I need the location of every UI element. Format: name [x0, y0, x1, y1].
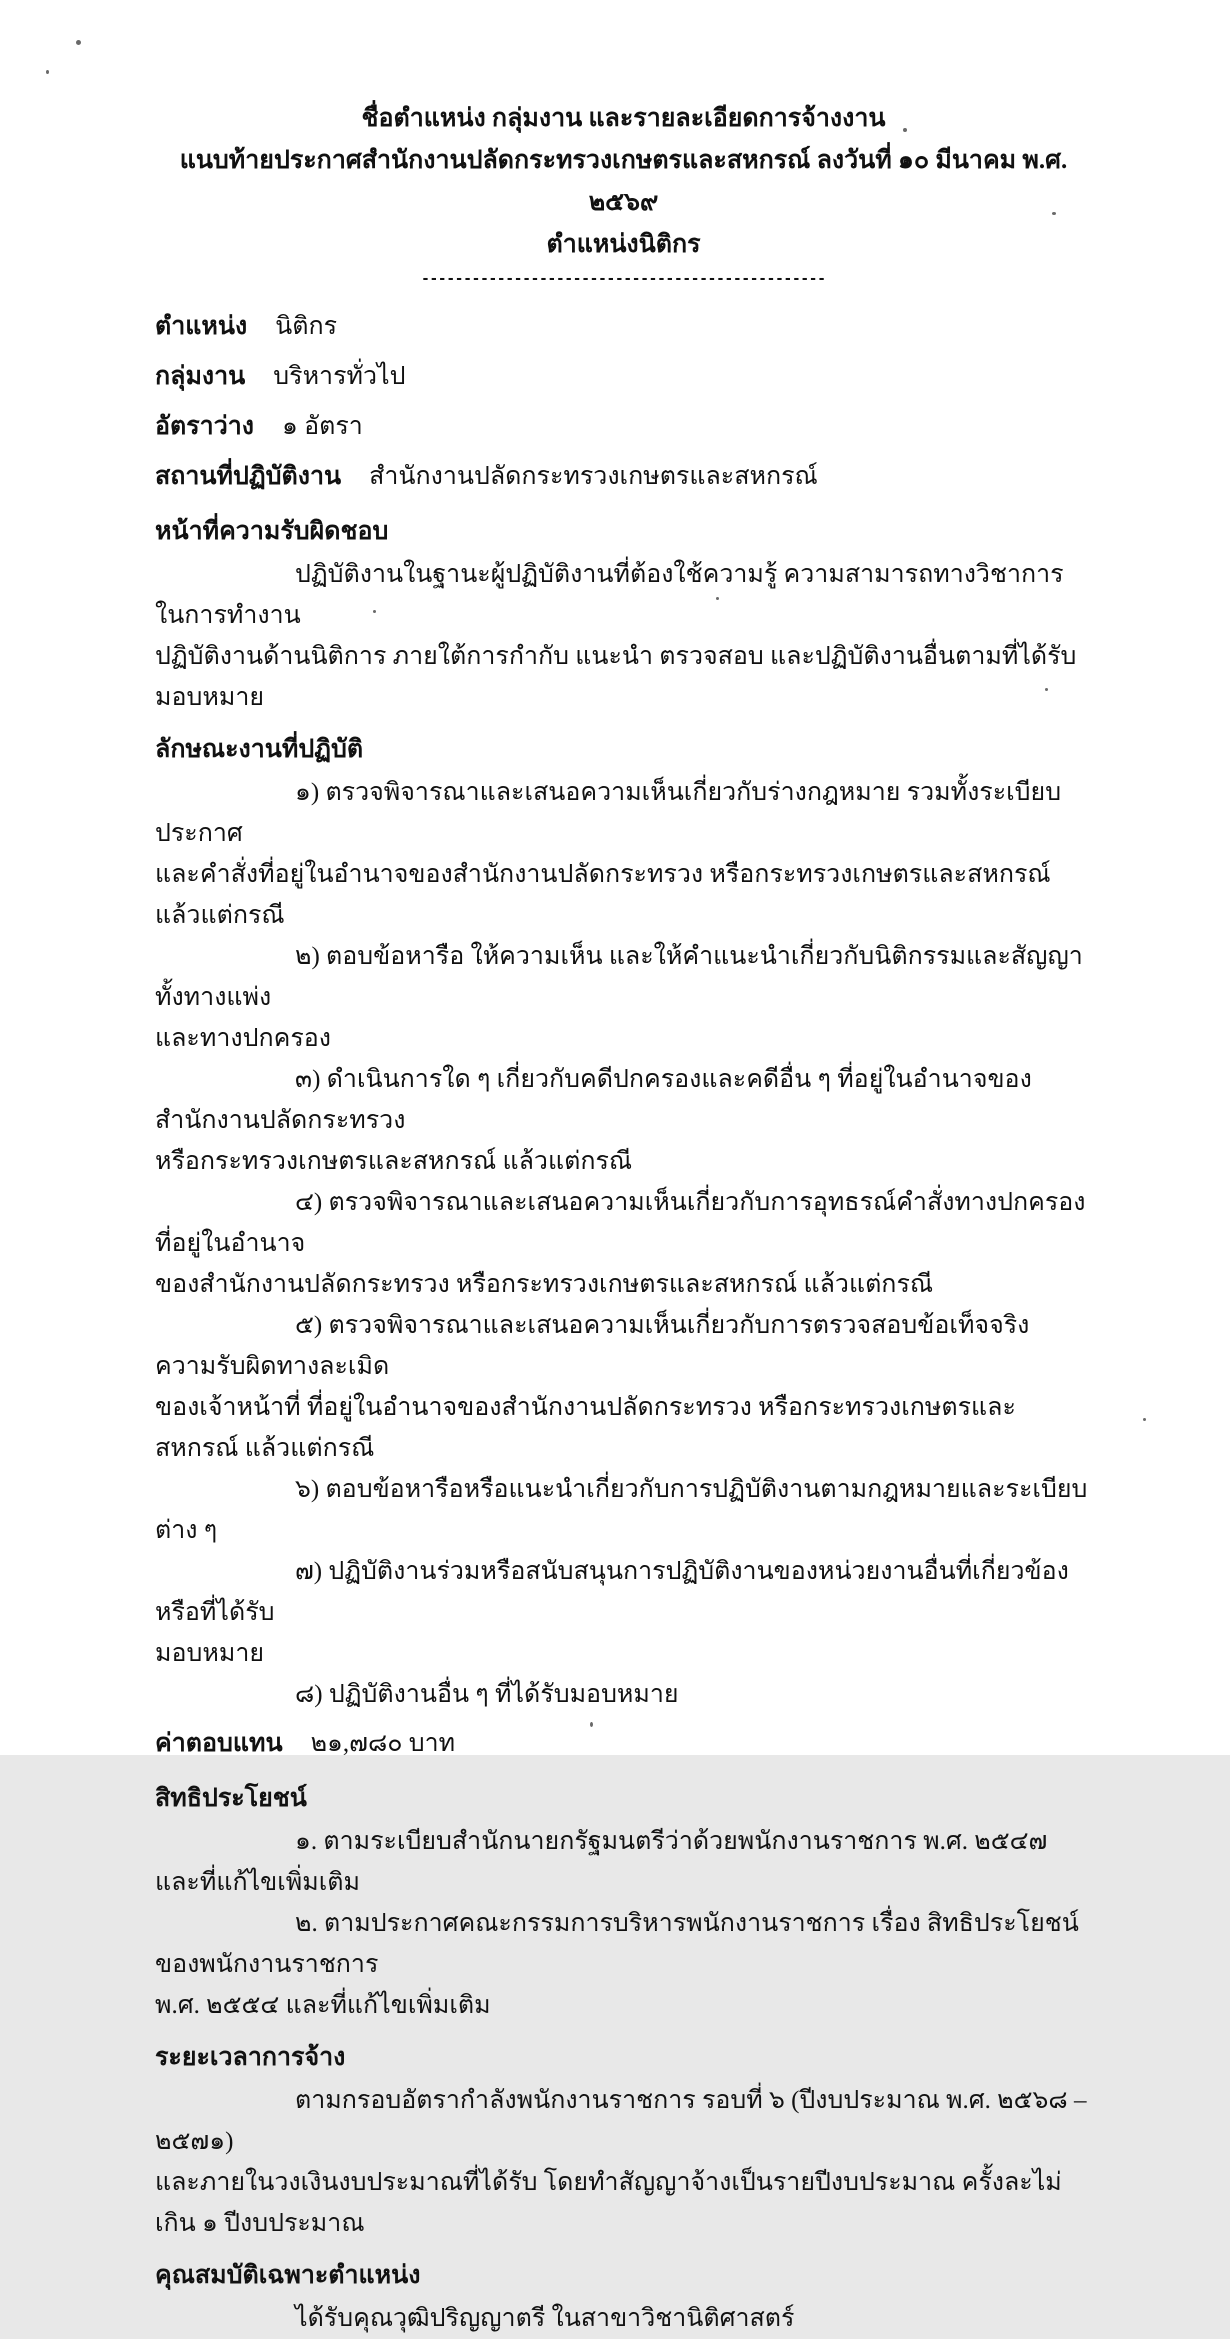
scan-speck [1143, 1418, 1146, 1421]
scan-speck [1045, 688, 1048, 691]
header-title-line2: แนบท้ายประกาศสำนักงานปลัดกระทรวงเกษตรและสหกรณ์ ลงวันที่ ๑๐ มีนาคม พ.ศ. ๒๕๖๙ [179, 147, 1068, 216]
scan-speck [903, 128, 907, 132]
document-header [155, 98, 1092, 286]
duty-item-line: และคำสั่งที่อยู่ในอำนาจของสำนักงานปลัดกระทรวง หรือกระทรวงเกษตรและสหกรณ์ แล้วแต่กรณี [155, 861, 1051, 929]
benefit-item-line: พ.ศ. ๒๕๕๔ และที่แก้ไขเพิ่มเติม [155, 1992, 491, 2019]
duty-item-line: และทางปกครอง [155, 1025, 331, 1052]
header-title-line3: ตำแหน่งนิติกร [546, 231, 701, 258]
section-heading-benefits: สิทธิประโยชน์ [155, 1785, 307, 1812]
scan-speck [716, 597, 719, 600]
duty-item-line: ๕) ตรวจพิจารณาและเสนอความเห็นเกี่ยวกับการตรวจสอบข้อเท็จจริง ความรับผิดทางละเมิด [155, 1312, 1030, 1380]
section-heading-qualification: คุณสมบัติเฉพาะตำแหน่ง [155, 2262, 421, 2289]
section-employment-period [155, 2038, 1092, 2244]
field-row-work-group [155, 362, 1092, 392]
field-label-workplace: สถานที่ปฏิบัติงาน [155, 463, 342, 490]
section-qualification [155, 2256, 1092, 2339]
benefit-item-line: ๒. ตามประกาศคณะกรรมการบริหารพนักงานราชการ เรื่อง สิทธิประโยชน์ของพนักงานราชการ [155, 1910, 1079, 1978]
field-label-vacancy: อัตราว่าง [155, 413, 254, 440]
section-benefits [155, 1779, 1092, 2026]
field-value-work-group: บริหารทั่วไป [273, 363, 406, 390]
section-responsibility [155, 512, 1092, 718]
duty-item-line: มอบหมาย [155, 1640, 265, 1667]
scan-speck [76, 40, 81, 45]
header-title-line1: ชื่อตำแหน่ง กลุ่มงาน และรายละเอียดการจ้างงาน [361, 105, 886, 132]
field-label-compensation: ค่าตอบแทน [155, 1730, 283, 1757]
field-label-position: ตำแหน่ง [155, 313, 248, 340]
field-row-compensation [155, 1729, 1092, 1759]
section-heading-duties: ลักษณะงานที่ปฏิบัติ [155, 736, 364, 763]
duty-item-line: ของเจ้าหน้าที่ ที่อยู่ในอำนาจของสำนักงานปลัดกระทรวง หรือกระทรวงเกษตรและสหกรณ์ แล้วแต่กรณี [155, 1394, 1016, 1462]
paragraph-line: และภายในวงเงินงบประมาณที่ได้รับ โดยทำสัญญาจ้างเป็นรายปีงบประมาณ ครั้งละไม่เกิน ๑ ปีงบประมาณ [155, 2169, 1062, 2237]
scan-speck [590, 1722, 593, 1727]
benefit-item-line: ๑. ตามระเบียบสำนักนายกรัฐมนตรีว่าด้วยพนักงานราชการ พ.ศ. ๒๕๔๗ และที่แก้ไขเพิ่มเติม [155, 1828, 1048, 1896]
field-row-position [155, 312, 1092, 342]
scan-speck [1052, 212, 1056, 215]
duty-item-line: ๘) ปฏิบัติงานอื่น ๆ ที่ได้รับมอบหมาย [295, 1681, 679, 1708]
duty-item-line: ๖) ตอบข้อหารือหรือแนะนำเกี่ยวกับการปฏิบัติงานตามกฎหมายและระเบียบต่าง ๆ [155, 1476, 1088, 1544]
field-value-vacancy: ๑ อัตรา [282, 413, 363, 440]
duty-item-line: ๗) ปฏิบัติงานร่วมหรือสนับสนุนการปฏิบัติงานของหน่วยงานอื่นที่เกี่ยวข้องหรือที่ได้รับ [155, 1558, 1069, 1626]
header-divider: ------------------------------------------------ [421, 271, 826, 287]
field-row-workplace [155, 462, 1092, 492]
duty-item-line: ของสำนักงานปลัดกระทรวง หรือกระทรวงเกษตรและสหกรณ์ แล้วแต่กรณี [155, 1271, 934, 1298]
scan-speck [373, 610, 376, 613]
paragraph-line: ได้รับคุณวุฒิปริญญาตรี ในสาขาวิชานิติศาสตร์ [295, 2305, 795, 2332]
section-heading-responsibility: หน้าที่ความรับผิดชอบ [155, 518, 389, 545]
field-value-compensation: ๒๑,๗๘๐ บาท [310, 1730, 456, 1757]
paragraph-line: ปฏิบัติงานด้านนิติการ ภายใต้การกำกับ แนะนำ ตรวจสอบ และปฏิบัติงานอื่นตามที่ได้รับมอบหมาย [155, 643, 1077, 711]
paragraph-line: ปฏิบัติงานในฐานะผู้ปฏิบัติงานที่ต้องใช้ความรู้ ความสามารถทางวิชาการในการทำงาน [155, 561, 1064, 629]
duty-item-line: หรือกระทรวงเกษตรและสหกรณ์ แล้วแต่กรณี [155, 1148, 633, 1175]
field-value-workplace: สำนักงานปลัดกระทรวงเกษตรและสหกรณ์ [369, 463, 818, 490]
field-label-work-group: กลุ่มงาน [155, 363, 246, 390]
duty-item-line: ๓) ดำเนินการใด ๆ เกี่ยวกับคดีปกครองและคดีอื่น ๆ ที่อยู่ในอำนาจของสำนักงานปลัดกระทรวง [155, 1066, 1032, 1134]
paragraph-line: ตามกรอบอัตรากำลังพนักงานราชการ รอบที่ ๖ (ปีงบประมาณ พ.ศ. ๒๕๖๘ – ๒๕๗๑) [155, 2087, 1087, 2155]
field-row-vacancy [155, 412, 1092, 442]
duty-item-line: ๑) ตรวจพิจารณาและเสนอความเห็นเกี่ยวกับร่างกฎหมาย รวมทั้งระเบียบ ประกาศ [155, 779, 1062, 847]
section-heading-employment-period: ระยะเวลาการจ้าง [155, 2044, 346, 2071]
scan-speck [46, 70, 49, 74]
field-value-position: นิติกร [275, 313, 338, 340]
duty-item-line: ๒) ตอบข้อหารือ ให้ความเห็น และให้คำแนะนำเกี่ยวกับนิติกรรมและสัญญาทั้งทางแพ่ง [155, 943, 1083, 1011]
section-duties [155, 730, 1092, 1715]
duty-item-line: ๔) ตรวจพิจารณาและเสนอความเห็นเกี่ยวกับการอุทธรณ์คำสั่งทางปกครองที่อยู่ในอำนาจ [155, 1189, 1086, 1257]
